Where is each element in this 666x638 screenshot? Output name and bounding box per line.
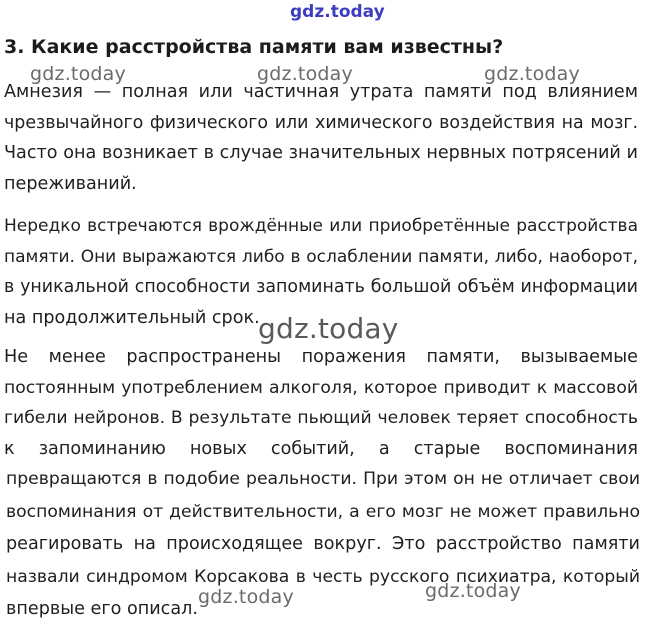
- watermark-bottom-left: gdz.today: [198, 586, 294, 608]
- paragraph-line: чрезвычайного физического или химического воздействия на мозг.: [4, 112, 638, 133]
- paragraph-line: Не менее распространены поражения памяти, вызываемые: [4, 347, 638, 367]
- watermark-row-center: gdz.today: [257, 63, 353, 85]
- paragraph-line: переживаний.: [4, 173, 137, 194]
- watermark-top: gdz.today: [290, 2, 385, 22]
- paragraph-line: реагировать на происходящее вокруг. Это расстройство памяти: [6, 534, 640, 554]
- paragraph-line: Амнезия — полная или частичная утрата памяти под влиянием: [4, 82, 638, 102]
- paragraph-alcohol: [4, 342, 638, 464]
- paragraph-line: памяти. Они выражаются либо в ослаблении памяти, либо, наоборот,: [4, 246, 638, 267]
- watermark-row-left: gdz.today: [30, 63, 126, 85]
- paragraph-amnesia: [4, 77, 638, 199]
- paragraph-line: воспоминания от действительности, а его мозг не может правильно: [6, 501, 640, 522]
- paragraph-line: превращаются в подобие реальности. При этом он не отличает свои: [6, 469, 640, 489]
- paragraph-line: Нередко встречаются врождённые или приобретённые расстройства: [4, 216, 638, 236]
- question-heading: 3. Какие расстройства памяти вам известны?: [4, 36, 504, 58]
- paragraph-line: назвали синдромом Корсакова в честь русского психиатра, который: [6, 566, 640, 587]
- paragraph-line: к запоминанию новых событий, а старые воспоминания: [4, 438, 638, 459]
- paragraph-line: гибели нейронов. В результате пьющий человек теряет способность: [4, 408, 638, 428]
- paragraph-line: на продолжительный срок.: [4, 307, 260, 328]
- watermark-middle: gdz.today: [258, 312, 399, 345]
- paragraph-line: постоянным употреблением алкоголя, которое приводит к массовой: [4, 377, 638, 398]
- watermark-bottom-right: gdz.today: [425, 580, 521, 602]
- paragraph-line: Часто она возникает в случае значительных нервных потрясений и: [4, 143, 638, 163]
- paragraph-line: впервые его описал.: [6, 599, 198, 619]
- paragraph-line: в уникальной способности запоминать большой объём информации: [4, 277, 638, 297]
- paragraph-korsakoff: [6, 463, 640, 626]
- watermark-row-right: gdz.today: [484, 63, 580, 85]
